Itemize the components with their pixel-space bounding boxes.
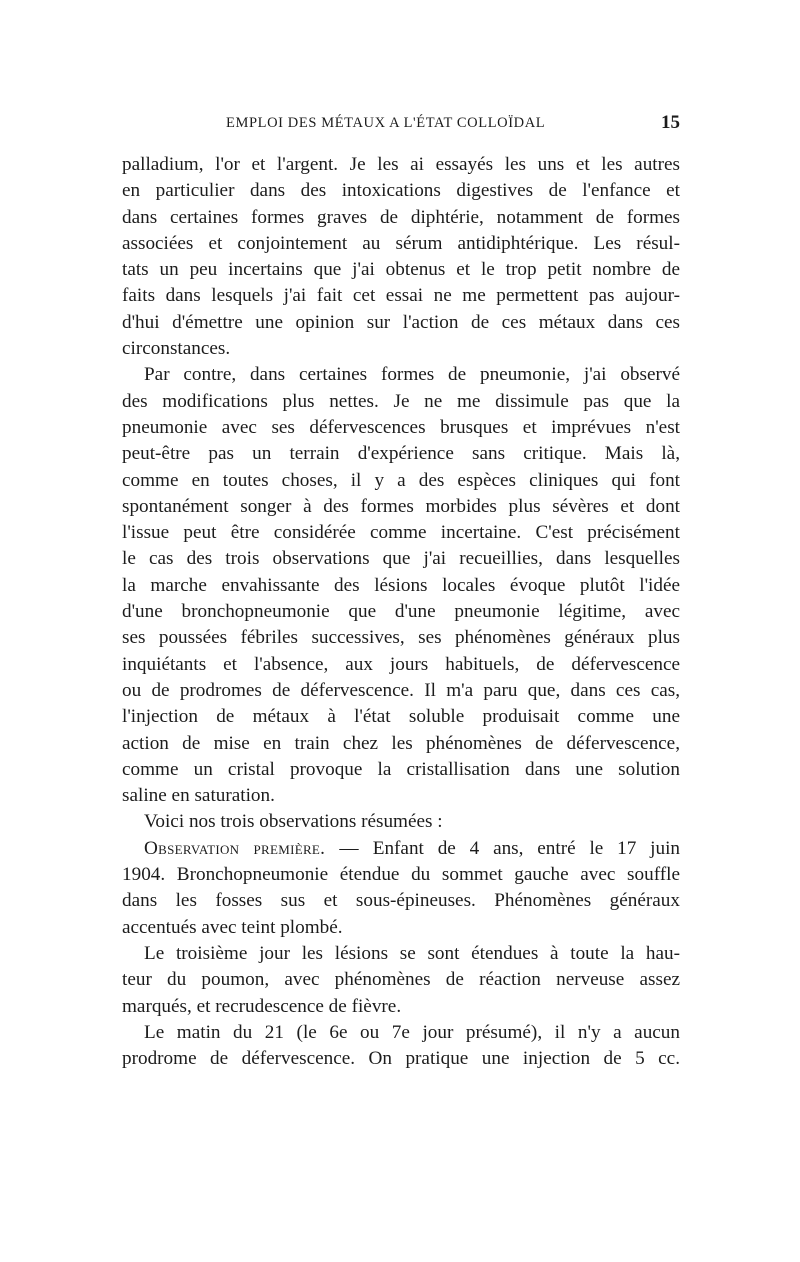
text-line: circonstances.: [122, 338, 231, 360]
text-line: Le troisième jour les lésions se sont étendues à toute la hau-: [144, 942, 680, 964]
running-title: EMPLOI DES MÉTAUX A L'ÉTAT COLLOÏDAL: [226, 115, 546, 131]
text-line: Le matin du 21 (le 6e ou 7e jour présumé), il n'y a aucun: [144, 1021, 680, 1043]
text-line: ses poussées fébriles successives, ses phénomènes généraux plus: [122, 627, 680, 649]
text-line: d'une bronchopneumonie que d'une pneumonie légitime, avec: [122, 601, 680, 623]
text-line: comme en toutes choses, il y a des espèces cliniques qui font: [122, 469, 680, 491]
text-line: Par contre, dans certaines formes de pneumonie, j'ai observé: [144, 364, 680, 386]
text-line: tats un peu incertains que j'ai obtenus et le trop petit nombre de: [122, 259, 680, 281]
text-line: l'injection de métaux à l'état soluble produisait comme une: [122, 706, 680, 728]
text-line: Voici nos trois observations résumées :: [144, 811, 443, 833]
text-line: ou de prodromes de défervescence. Il m'a paru que, dans ces cas,: [122, 679, 680, 701]
text-line: prodrome de défervescence. On pratique une injection de 5 cc.: [122, 1048, 680, 1070]
text-line: inquiétants et l'absence, aux jours habituels, de défervescence: [122, 653, 680, 675]
text-line: dans certaines formes graves de diphtérie, notamment de formes: [122, 206, 680, 228]
text-line: accentués avec teint plombé.: [122, 916, 343, 938]
text-line: spontanément songer à des formes morbides plus sévères et dont: [122, 495, 680, 517]
observation-heading: Observation première. —: [144, 837, 359, 859]
text-line: pneumonie avec ses défervescences brusques et imprévues n'est: [122, 416, 680, 438]
text-line: associées et conjointement au sérum antidiphtérique. Les résul-: [122, 232, 680, 254]
page-header: [122, 112, 680, 139]
text-line: d'hui d'émettre une opinion sur l'action de ces métaux dans ces: [122, 311, 680, 333]
text-line: teur du poumon, avec phénomènes de réaction nerveuse assez: [122, 969, 680, 991]
observation-line: [122, 836, 680, 862]
text-line: saline en saturation.: [122, 785, 275, 807]
text-line: dans les fosses sus et sous-épineuses. Phénomènes généraux: [122, 890, 680, 912]
text-line: peut-être pas un terrain d'expérience sans critique. Mais là,: [122, 443, 680, 465]
text-line: Enfant de 4 ans, entré le 17 juin: [372, 837, 681, 859]
text-line: le cas des trois observations que j'ai recueillies, dans lesquelles: [122, 548, 680, 570]
text-line: des modifications plus nettes. Je ne me dissimule pas que la: [122, 390, 680, 412]
page-number: 15: [661, 112, 680, 133]
text-line: l'issue peut être considérée comme incertaine. C'est précisément: [122, 522, 680, 544]
text-line: action de mise en train chez les phénomènes de défervescence,: [122, 732, 680, 754]
text-line: en particulier dans des intoxications digestives de l'enfance et: [122, 180, 680, 202]
body-text: [122, 152, 680, 1072]
text-line: palladium, l'or et l'argent. Je les ai essayés les uns et les autres: [122, 154, 680, 175]
text-line: faits dans lesquels j'ai fait cet essai ne me permettent pas aujour-: [122, 285, 680, 307]
text-line: marqués, et recrudescence de fièvre.: [122, 995, 402, 1017]
text-line: 1904. Bronchopneumonie étendue du sommet gauche avec souffle: [122, 864, 680, 886]
text-line: la marche envahissante des lésions locales évoque plutôt l'idée: [122, 574, 680, 596]
text-line: comme un cristal provoque la cristallisation dans une solution: [122, 758, 680, 780]
